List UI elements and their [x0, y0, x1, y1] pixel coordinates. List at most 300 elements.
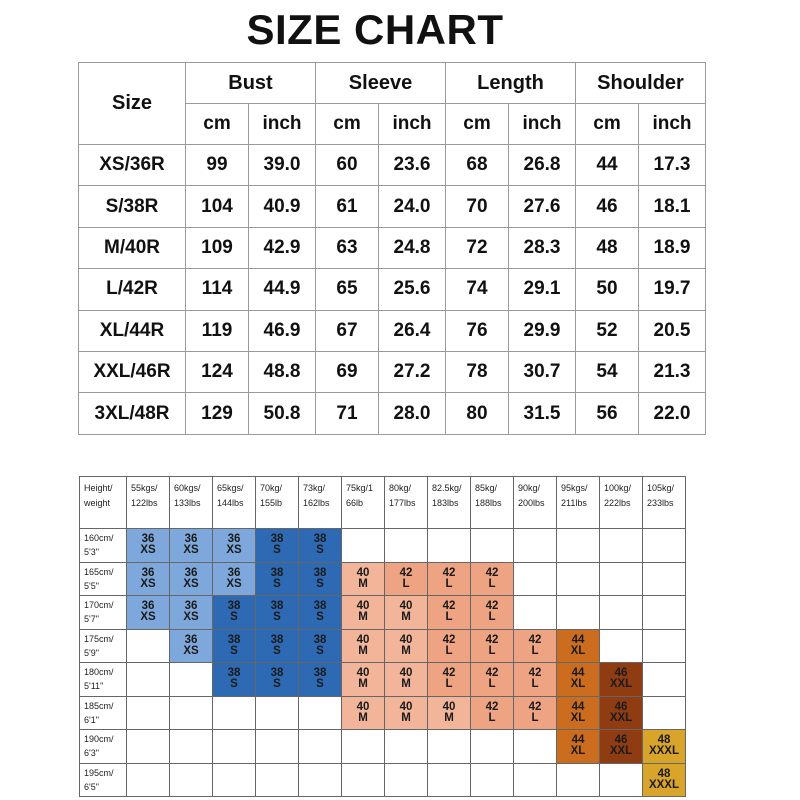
size-cell-label: 36	[227, 533, 241, 546]
empty-cell	[127, 629, 170, 663]
corner-label: weight	[84, 498, 111, 508]
size-cell-label: 38	[270, 600, 284, 613]
shoulder-header: Shoulder	[576, 63, 706, 104]
height-header	[80, 730, 127, 764]
size-cell-xxl	[600, 696, 643, 730]
empty-cell	[514, 596, 557, 630]
weight-label: 70kg/	[260, 483, 283, 493]
size-cell-m	[385, 696, 428, 730]
size-cell-l	[471, 663, 514, 697]
empty-cell	[643, 596, 686, 630]
weight-label: 177lbs	[389, 498, 416, 508]
size-cell-label: M	[358, 644, 368, 657]
weight-label: 60kgs/	[174, 483, 201, 493]
size-cell-label: 38	[313, 533, 327, 546]
size-cell-m	[385, 663, 428, 697]
weight-header	[471, 477, 514, 529]
height-weight-corner	[80, 477, 127, 529]
empty-cell	[127, 730, 170, 764]
size-cell-s	[299, 529, 342, 563]
size-cell-label: M	[358, 577, 368, 590]
measurement-cell: 109	[186, 227, 249, 268]
empty-cell	[170, 763, 213, 797]
size-cell-s	[299, 663, 342, 697]
size-cell-label: 38	[313, 600, 327, 613]
height-header	[80, 562, 127, 596]
height-label: 5'9"	[84, 647, 99, 658]
size-cell-m	[428, 696, 471, 730]
unit-header: inch	[379, 104, 446, 145]
size-cell-m	[385, 629, 428, 663]
height-label: 165cm/	[84, 566, 114, 577]
height-label: 185cm/	[84, 700, 114, 711]
size-cell-xs	[213, 529, 256, 563]
size-cell-label: 36	[184, 533, 198, 546]
weight-label: 73kg/	[303, 483, 326, 493]
size-label: XXL/46R	[79, 351, 186, 392]
empty-cell	[385, 763, 428, 797]
measurement-cell: 50	[576, 269, 639, 310]
empty-cell	[170, 663, 213, 697]
empty-cell	[127, 696, 170, 730]
measurement-cell: 65	[316, 269, 379, 310]
size-measurement-table	[78, 62, 706, 435]
empty-cell	[256, 696, 299, 730]
measurement-cell: 27.2	[379, 351, 446, 392]
empty-cell	[471, 529, 514, 563]
table-row	[79, 269, 706, 310]
size-cell-label: XS	[226, 577, 242, 590]
measurement-cell: 48.8	[249, 351, 316, 392]
empty-cell	[299, 730, 342, 764]
height-header	[80, 663, 127, 697]
size-cell-label: 46	[614, 734, 628, 747]
weight-label: 211lbs	[561, 498, 587, 508]
weight-label: 155lb	[260, 498, 283, 508]
size-cell-xs	[127, 529, 170, 563]
height-label: 5'5"	[84, 580, 99, 591]
empty-cell	[643, 629, 686, 663]
size-cell-xxxl	[643, 730, 686, 764]
empty-cell	[557, 562, 600, 596]
weight-label: 55kgs/	[131, 483, 158, 493]
measurement-cell: 19.7	[639, 269, 706, 310]
measurement-cell: 40.9	[249, 186, 316, 227]
weight-header	[600, 477, 643, 529]
size-cell-s	[256, 529, 299, 563]
size-cell-label: 42	[399, 566, 413, 579]
fit-grid-row	[80, 730, 686, 764]
size-cell-l	[514, 663, 557, 697]
weight-label: 75kg/1	[346, 483, 374, 493]
size-cell-label: 46	[614, 700, 628, 713]
page-title: SIZE CHART	[246, 6, 504, 53]
size-cell-label: L	[488, 678, 496, 691]
size-cell-label: 48	[657, 767, 671, 780]
size-cell-l	[471, 562, 514, 596]
size-cell-label: 42	[442, 667, 456, 680]
empty-cell	[213, 730, 256, 764]
measurement-cell: 46	[576, 186, 639, 227]
size-cell-label: XS	[140, 611, 156, 624]
weight-header	[428, 477, 471, 529]
weight-label: 122lbs	[131, 498, 158, 508]
size-cell-label: L	[488, 644, 496, 657]
height-label: 6'1"	[84, 714, 99, 725]
unit-header: cm	[186, 104, 249, 145]
measurement-cell: 80	[446, 393, 509, 434]
fit-grid-row	[80, 663, 686, 697]
height-header	[80, 629, 127, 663]
height-label: 5'11"	[84, 681, 104, 691]
size-cell-label: 42	[485, 667, 499, 680]
size-cell-label: 42	[442, 633, 456, 646]
height-label: 170cm/	[84, 600, 114, 610]
measurement-cell: 39.0	[249, 145, 316, 186]
size-cell-label: 40	[356, 667, 370, 680]
measurement-cell: 27.6	[509, 186, 576, 227]
size-cell-label: XXXL	[648, 778, 680, 791]
size-cell-label: 38	[313, 566, 327, 579]
size-cell-label: 42	[528, 633, 542, 646]
size-cell-label: 44	[571, 667, 585, 680]
size-cell-label: 38	[313, 633, 327, 646]
size-cell-label: 42	[528, 667, 542, 680]
weight-label: 65kgs/	[217, 483, 244, 493]
size-cell-label: XS	[140, 544, 156, 557]
empty-cell	[557, 529, 600, 563]
measurement-cell: 54	[576, 351, 639, 392]
table-row	[79, 310, 706, 351]
size-cell-label: S	[316, 611, 324, 624]
fit-grid-row	[80, 763, 686, 797]
size-cell-xs	[170, 596, 213, 630]
table-row	[79, 351, 706, 392]
size-cell-label: 36	[184, 566, 198, 579]
fit-grid-row	[80, 696, 686, 730]
empty-cell	[213, 696, 256, 730]
size-cell-s	[256, 596, 299, 630]
empty-cell	[471, 763, 514, 797]
size-cell-label: 42	[485, 566, 499, 579]
weight-label: 162lbs	[303, 498, 330, 508]
measurement-cell: 129	[186, 393, 249, 434]
measurement-cell: 44.9	[249, 269, 316, 310]
empty-cell	[256, 763, 299, 797]
weight-label: 80kg/	[389, 483, 412, 493]
size-cell-label: 38	[227, 667, 241, 680]
measurement-cell: 46.9	[249, 310, 316, 351]
size-cell-s	[256, 663, 299, 697]
measurement-cell: 71	[316, 393, 379, 434]
measurement-cell: 24.0	[379, 186, 446, 227]
fit-grid-row	[80, 562, 686, 596]
size-cell-s	[256, 629, 299, 663]
size-cell-label: S	[316, 544, 324, 557]
size-cell-label: 36	[141, 566, 155, 579]
measurement-cell: 23.6	[379, 145, 446, 186]
weight-header	[170, 477, 213, 529]
size-cell-xs	[170, 529, 213, 563]
measurement-cell: 78	[446, 351, 509, 392]
weight-label: 188lbs	[475, 498, 502, 508]
measurement-cell: 42.9	[249, 227, 316, 268]
weight-header	[342, 477, 385, 529]
size-cell-label: M	[358, 711, 368, 724]
size-cell-s	[299, 629, 342, 663]
measurement-cell: 124	[186, 351, 249, 392]
size-cell-label: L	[402, 577, 410, 590]
empty-cell	[170, 730, 213, 764]
measurement-cell: 28.3	[509, 227, 576, 268]
size-cell-xs	[127, 562, 170, 596]
size-cell-label: 42	[485, 600, 499, 613]
size-cell-l	[471, 596, 514, 630]
size-cell-s	[299, 562, 342, 596]
measurement-cell: 18.9	[639, 227, 706, 268]
measurement-cell: 56	[576, 393, 639, 434]
height-label: 180cm/	[84, 667, 114, 677]
size-cell-xxl	[600, 663, 643, 697]
empty-cell	[471, 730, 514, 764]
weight-header	[256, 477, 299, 529]
empty-cell	[600, 763, 643, 797]
measurement-cell: 20.5	[639, 310, 706, 351]
size-cell-label: S	[230, 611, 238, 624]
size-label: XL/44R	[79, 310, 186, 351]
height-label: 5'7"	[84, 614, 99, 624]
table-row	[79, 145, 706, 186]
size-cell-label: 40	[356, 700, 370, 713]
size-cell-label: S	[273, 644, 281, 657]
size-cell-label: M	[401, 644, 411, 657]
size-cell-s	[213, 663, 256, 697]
empty-cell	[385, 730, 428, 764]
measurement-cell: 70	[446, 186, 509, 227]
size-cell-label: 40	[399, 633, 413, 646]
empty-cell	[213, 763, 256, 797]
size-cell-s	[299, 596, 342, 630]
size-cell-label: 40	[399, 700, 413, 713]
empty-cell	[557, 763, 600, 797]
empty-cell	[342, 730, 385, 764]
size-cell-label: XS	[226, 544, 242, 557]
size-cell-m	[342, 562, 385, 596]
weight-header	[385, 477, 428, 529]
size-cell-label: L	[445, 577, 453, 590]
unit-header: inch	[509, 104, 576, 145]
size-cell-label: S	[273, 611, 281, 624]
measurement-cell: 17.3	[639, 145, 706, 186]
size-cell-label: L	[531, 711, 539, 724]
height-header	[80, 763, 127, 797]
size-cell-label: L	[445, 678, 453, 691]
measurement-cell: 119	[186, 310, 249, 351]
size-label: 3XL/48R	[79, 393, 186, 434]
size-cell-label: XL	[570, 711, 586, 724]
size-cell-xs	[170, 562, 213, 596]
measurement-cell: 44	[576, 145, 639, 186]
measurement-cell: 60	[316, 145, 379, 186]
size-cell-s	[256, 562, 299, 596]
size-cell-label: 48	[657, 734, 671, 747]
size-cell-label: 40	[356, 566, 370, 579]
unit-header: cm	[316, 104, 379, 145]
size-cell-label: XS	[183, 544, 199, 557]
measurement-cell: 61	[316, 186, 379, 227]
height-header	[80, 696, 127, 730]
weight-label: 200lbs	[518, 498, 545, 508]
empty-cell	[600, 529, 643, 563]
size-cell-label: M	[444, 711, 454, 724]
size-cell-l	[428, 562, 471, 596]
size-cell-label: 42	[485, 633, 499, 646]
size-cell-xxxl	[643, 763, 686, 797]
size-cell-m	[342, 663, 385, 697]
unit-header: cm	[446, 104, 509, 145]
measurement-cell: 18.1	[639, 186, 706, 227]
measurement-cell: 48	[576, 227, 639, 268]
height-label: 175cm/	[84, 633, 114, 644]
table-row	[79, 227, 706, 268]
size-cell-l	[514, 629, 557, 663]
size-cell-label: 36	[184, 633, 198, 646]
measurement-cell: 50.8	[249, 393, 316, 434]
weight-label: 144lbs	[217, 498, 244, 508]
height-label: 190cm/	[84, 734, 114, 744]
size-cell-label: 38	[270, 667, 284, 680]
fit-grid-row	[80, 596, 686, 630]
size-cell-label: M	[401, 678, 411, 691]
size-cell-label: 42	[528, 700, 542, 713]
measurement-cell: 67	[316, 310, 379, 351]
empty-cell	[342, 763, 385, 797]
fit-grid-row	[80, 529, 686, 563]
size-cell-s	[213, 629, 256, 663]
size-cell-m	[342, 696, 385, 730]
weight-label: 85kg/	[475, 483, 498, 493]
empty-cell	[600, 562, 643, 596]
empty-cell	[643, 562, 686, 596]
size-cell-label: L	[531, 644, 539, 657]
height-label: 5'3"	[84, 547, 99, 557]
empty-cell	[514, 529, 557, 563]
unit-header: inch	[639, 104, 706, 145]
measurement-cell: 29.1	[509, 269, 576, 310]
empty-cell	[299, 763, 342, 797]
empty-cell	[643, 529, 686, 563]
fit-grid-row	[80, 629, 686, 663]
size-cell-label: S	[273, 544, 281, 557]
fit-grid-body	[80, 477, 686, 797]
measurement-cell: 72	[446, 227, 509, 268]
empty-cell	[557, 596, 600, 630]
size-cell-l	[428, 596, 471, 630]
empty-cell	[514, 730, 557, 764]
weight-header	[127, 477, 170, 529]
unit-header: cm	[576, 104, 639, 145]
size-cell-label: 38	[270, 633, 284, 646]
weight-header	[557, 477, 600, 529]
height-label: 6'5"	[84, 781, 99, 792]
measurement-cell: 69	[316, 351, 379, 392]
size-cell-label: 38	[227, 600, 241, 613]
size-cell-label: M	[358, 611, 368, 624]
measurement-cell: 25.6	[379, 269, 446, 310]
size-cell-label: S	[316, 644, 324, 657]
size-cell-label: 38	[227, 633, 241, 646]
weight-header	[213, 477, 256, 529]
size-column-header: Size	[79, 63, 186, 145]
size-cell-label: S	[230, 644, 238, 657]
bust-header: Bust	[186, 63, 316, 104]
weight-label: 82.5kg/	[432, 483, 462, 493]
size-cell-label: L	[531, 678, 539, 691]
size-label: S/38R	[79, 186, 186, 227]
height-header	[80, 596, 127, 630]
measurement-cell: 24.8	[379, 227, 446, 268]
size-cell-xxl	[600, 730, 643, 764]
empty-cell	[600, 596, 643, 630]
size-cell-label: 38	[313, 667, 327, 680]
size-cell-label: 38	[270, 566, 284, 579]
size-cell-label: L	[488, 611, 496, 624]
size-cell-label: 46	[614, 667, 628, 680]
measurement-cell: 31.5	[509, 393, 576, 434]
size-cell-label: 40	[399, 667, 413, 680]
size-cell-l	[514, 696, 557, 730]
empty-cell	[428, 763, 471, 797]
size-cell-label: XS	[140, 577, 156, 590]
size-cell-label: 38	[270, 533, 284, 546]
size-cell-s	[213, 596, 256, 630]
measurement-cell: 74	[446, 269, 509, 310]
size-cell-xl	[557, 629, 600, 663]
measurement-cell: 30.7	[509, 351, 576, 392]
empty-cell	[643, 696, 686, 730]
table-row	[79, 393, 706, 434]
weight-header	[299, 477, 342, 529]
weight-label: 183lbs	[432, 498, 459, 508]
size-cell-m	[342, 596, 385, 630]
empty-cell	[127, 663, 170, 697]
size-cell-label: S	[273, 678, 281, 691]
size-cell-label: 40	[356, 600, 370, 613]
size-cell-m	[342, 629, 385, 663]
size-cell-label: 40	[399, 600, 413, 613]
size-cell-label: XXL	[609, 678, 633, 691]
size-label: M/40R	[79, 227, 186, 268]
measurement-cell: 63	[316, 227, 379, 268]
empty-cell	[256, 730, 299, 764]
size-cell-label: L	[445, 611, 453, 624]
sleeve-header: Sleeve	[316, 63, 446, 104]
measurement-cell: 52	[576, 310, 639, 351]
size-cell-xl	[557, 663, 600, 697]
table-row	[79, 186, 706, 227]
measurement-cell: 26.4	[379, 310, 446, 351]
measurement-cell: 114	[186, 269, 249, 310]
size-cell-xs	[170, 629, 213, 663]
size-cell-label: XL	[570, 745, 586, 758]
size-cell-label: XS	[183, 644, 199, 657]
size-table-body	[79, 145, 706, 435]
length-header: Length	[446, 63, 576, 104]
size-cell-label: 36	[141, 600, 155, 613]
empty-cell	[428, 730, 471, 764]
size-cell-l	[428, 663, 471, 697]
size-cell-label: 36	[141, 533, 155, 546]
